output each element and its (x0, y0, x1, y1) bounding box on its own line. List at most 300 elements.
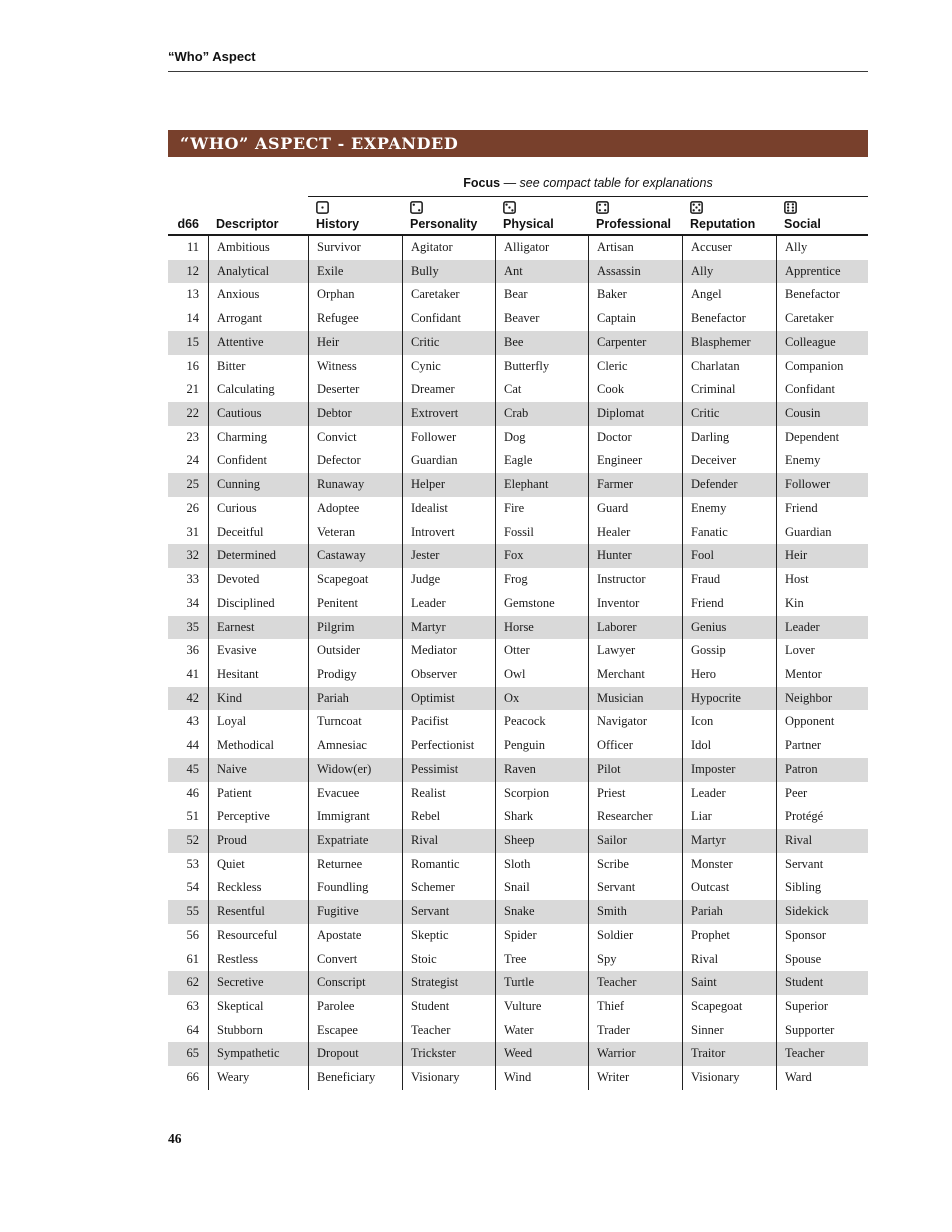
table-row (168, 568, 868, 592)
d66-cell: 55 (186, 904, 199, 919)
table-row (168, 924, 868, 948)
d66-cell: 15 (186, 334, 199, 349)
table-cell: Bear (495, 283, 588, 307)
table-cell: Witness (308, 355, 402, 379)
table-cell: Student (402, 995, 495, 1019)
table-cell: Methodical (208, 734, 308, 758)
d66-cell: 54 (186, 880, 199, 895)
table-cell: Kind (208, 687, 308, 711)
table-cell: Shark (495, 805, 588, 829)
table-cell: Bee (495, 331, 588, 355)
table-row (168, 497, 868, 521)
table-cell: Optimist (402, 687, 495, 711)
die-2-icon (410, 201, 495, 214)
table-cell: Thief (588, 995, 682, 1019)
table-cell: Quiet (208, 853, 308, 877)
table-cell: Fraud (682, 568, 776, 592)
table-cell: Deserter (308, 378, 402, 402)
table-cell: Darling (682, 426, 776, 450)
table-row (168, 900, 868, 924)
table-cell: Spouse (776, 948, 868, 972)
table-cell: Cunning (208, 473, 308, 497)
d66-cell: 12 (186, 263, 199, 278)
table-cell: Raven (495, 758, 588, 782)
table-cell: Elephant (495, 473, 588, 497)
table-cell: Prophet (682, 924, 776, 948)
table-cell: Leader (402, 592, 495, 616)
table-cell: Saint (682, 971, 776, 995)
table-cell: Assassin (588, 260, 682, 284)
table-row (168, 378, 868, 402)
table-cell: Pilot (588, 758, 682, 782)
table-cell: Follower (776, 473, 868, 497)
table-row (168, 592, 868, 616)
table-cell: Leader (682, 782, 776, 806)
table-cell: Scorpion (495, 782, 588, 806)
table-cell: Turncoat (308, 710, 402, 734)
column-header-label: Physical (503, 216, 554, 231)
table-cell: Caretaker (402, 283, 495, 307)
table-cell: Eagle (495, 449, 588, 473)
table-cell: Arrogant (208, 307, 308, 331)
table-cell: Outcast (682, 876, 776, 900)
table-cell: Attentive (208, 331, 308, 355)
table-cell: Castaway (308, 544, 402, 568)
focus-note: — see compact table for explanations (500, 176, 713, 190)
table-cell: Ally (682, 260, 776, 284)
table-cell: Snail (495, 876, 588, 900)
table-cell: Crab (495, 402, 588, 426)
column-header-label: Personality (410, 216, 478, 231)
d66-cell: 34 (186, 595, 199, 610)
table-cell: Scapegoat (308, 568, 402, 592)
table-cell: Observer (402, 663, 495, 687)
table-cell: Schemer (402, 876, 495, 900)
table-cell: Frog (495, 568, 588, 592)
table-cell: Extrovert (402, 402, 495, 426)
d66-cell: 42 (186, 690, 199, 705)
table-row (168, 710, 868, 734)
column-header-history (308, 197, 402, 234)
table-cell: Outsider (308, 639, 402, 663)
table-cell: Immigrant (308, 805, 402, 829)
table-cell: Adoptee (308, 497, 402, 521)
table-cell: Sympathetic (208, 1042, 308, 1066)
table-cell: Benefactor (682, 307, 776, 331)
table-cell: Fugitive (308, 900, 402, 924)
table-row (168, 426, 868, 450)
d66-cell: 62 (186, 975, 199, 990)
table-cell: Sloth (495, 853, 588, 877)
table-cell: Stoic (402, 948, 495, 972)
table-row (168, 663, 868, 687)
table-cell: Companion (776, 355, 868, 379)
table-cell: Priest (588, 782, 682, 806)
table-cell: Mediator (402, 639, 495, 663)
d66-cell: 51 (186, 809, 199, 824)
table-row (168, 236, 868, 260)
table-cell: Evacuee (308, 782, 402, 806)
d66-cell: 21 (186, 382, 199, 397)
table-cell: Student (776, 971, 868, 995)
table-cell: Gemstone (495, 592, 588, 616)
table-cell: Strategist (402, 971, 495, 995)
table-row (168, 260, 868, 284)
table-cell: Pariah (308, 687, 402, 711)
table-cell: Spy (588, 948, 682, 972)
table-cell: Hesitant (208, 663, 308, 687)
table-cell: Criminal (682, 378, 776, 402)
d66-cell: 36 (186, 643, 199, 658)
table-cell: Charming (208, 426, 308, 450)
table-cell: Apostate (308, 924, 402, 948)
table-cell: Deceitful (208, 521, 308, 545)
column-header-label: Social (784, 216, 821, 231)
column-header-label: Descriptor (216, 216, 279, 231)
table-cell: Visionary (682, 1066, 776, 1090)
table-cell: Dog (495, 426, 588, 450)
table-cell: Sibling (776, 876, 868, 900)
table-cell: Sheep (495, 829, 588, 853)
table-cell: Veteran (308, 521, 402, 545)
table-cell: Weed (495, 1042, 588, 1066)
table-row (168, 521, 868, 545)
table-cell: Expatriate (308, 829, 402, 853)
column-header-d66 (168, 197, 208, 234)
d66-cell: 23 (186, 429, 199, 444)
table-cell: Engineer (588, 449, 682, 473)
table-cell: Imposter (682, 758, 776, 782)
d66-cell: 24 (186, 453, 199, 468)
table-cell: Fox (495, 544, 588, 568)
table-column-headers (168, 197, 868, 236)
table-cell: Opponent (776, 710, 868, 734)
table-cell: Rebel (402, 805, 495, 829)
table-cell: Fossil (495, 521, 588, 545)
table-cell: Charlatan (682, 355, 776, 379)
table-cell: Lawyer (588, 639, 682, 663)
table-cell: Orphan (308, 283, 402, 307)
d66-cell: 63 (186, 999, 199, 1013)
table-cell: Musician (588, 687, 682, 711)
table-cell: Beaver (495, 307, 588, 331)
table-cell: Bitter (208, 355, 308, 379)
table-cell: Pacifist (402, 710, 495, 734)
table-cell: Perceptive (208, 805, 308, 829)
column-header-social (776, 197, 868, 234)
table-cell: Hero (682, 663, 776, 687)
d66-cell: 16 (186, 358, 199, 373)
table-cell: Patron (776, 758, 868, 782)
table-cell: Cynic (402, 355, 495, 379)
table-cell: Ant (495, 260, 588, 284)
table-cell: Reckless (208, 876, 308, 900)
table-cell: Bully (402, 260, 495, 284)
d66-table (168, 236, 868, 1090)
table-cell: Conscript (308, 971, 402, 995)
table-row (168, 473, 868, 497)
column-header-label: History (316, 216, 360, 231)
table-cell: Laborer (588, 616, 682, 640)
table-cell: Mentor (776, 663, 868, 687)
table-cell: Confidant (402, 307, 495, 331)
table-cell: Pilgrim (308, 616, 402, 640)
table-row (168, 331, 868, 355)
die-3-icon (503, 201, 588, 214)
table-cell: Colleague (776, 331, 868, 355)
table-cell: Guardian (776, 521, 868, 545)
d66-cell: 25 (186, 477, 199, 492)
table-cell: Scribe (588, 853, 682, 877)
table-cell: Tree (495, 948, 588, 972)
table-cell: Guard (588, 497, 682, 521)
d66-cell: 31 (186, 524, 199, 539)
table-cell: Smith (588, 900, 682, 924)
table-cell: Heir (776, 544, 868, 568)
table-cell: Ally (776, 236, 868, 260)
table-cell: Exile (308, 260, 402, 284)
d66-cell: 64 (186, 1022, 199, 1037)
table-cell: Widow(er) (308, 758, 402, 782)
table-cell: Cousin (776, 402, 868, 426)
table-cell: Ambitious (208, 236, 308, 260)
table-row (168, 449, 868, 473)
table-cell: Defector (308, 449, 402, 473)
table-row (168, 971, 868, 995)
table-cell: Benefactor (776, 283, 868, 307)
table-cell: Beneficiary (308, 1066, 402, 1090)
table-cell: Critic (402, 331, 495, 355)
table-cell: Follower (402, 426, 495, 450)
table-cell: Icon (682, 710, 776, 734)
table-cell: Escapee (308, 1019, 402, 1043)
table-cell: Peer (776, 782, 868, 806)
table-cell: Inventor (588, 592, 682, 616)
table-cell: Anxious (208, 283, 308, 307)
table-cell: Wind (495, 1066, 588, 1090)
table-cell: Parolee (308, 995, 402, 1019)
table-row (168, 687, 868, 711)
d66-cell: 56 (186, 927, 199, 942)
table-cell: Returnee (308, 853, 402, 877)
page-number: 46 (168, 1131, 182, 1146)
table-cell: Doctor (588, 426, 682, 450)
table-cell: Agitator (402, 236, 495, 260)
d66-cell: 11 (186, 240, 199, 254)
d66-cell: 41 (186, 666, 199, 681)
table-cell: Devoted (208, 568, 308, 592)
table-cell: Horse (495, 616, 588, 640)
table-cell: Survivor (308, 236, 402, 260)
table-cell: Hypocrite (682, 687, 776, 711)
table-cell: Apprentice (776, 260, 868, 284)
table-cell: Cleric (588, 355, 682, 379)
table-cell: Defender (682, 473, 776, 497)
table-cell: Turtle (495, 971, 588, 995)
table-cell: Alligator (495, 236, 588, 260)
table-row (168, 948, 868, 972)
table-row (168, 1019, 868, 1043)
table-cell: Martyr (402, 616, 495, 640)
table-cell: Baker (588, 283, 682, 307)
table-cell: Confident (208, 449, 308, 473)
section-title: “WHO” ASPECT - EXPANDED (180, 134, 459, 153)
table-cell: Host (776, 568, 868, 592)
table-cell: Blasphemer (682, 331, 776, 355)
table-cell: Artisan (588, 236, 682, 260)
table-cell: Proud (208, 829, 308, 853)
table-row (168, 616, 868, 640)
table-cell: Convert (308, 948, 402, 972)
table-cell: Fanatic (682, 521, 776, 545)
table-cell: Rival (682, 948, 776, 972)
table-cell: Fool (682, 544, 776, 568)
table-cell: Supporter (776, 1019, 868, 1043)
table-cell: Helper (402, 473, 495, 497)
table-cell: Warrior (588, 1042, 682, 1066)
table-cell: Dependent (776, 426, 868, 450)
table-cell: Soldier (588, 924, 682, 948)
table-cell: Runaway (308, 473, 402, 497)
table-row (168, 1066, 868, 1090)
table-cell: Angel (682, 283, 776, 307)
table-cell: Weary (208, 1066, 308, 1090)
table-cell: Refugee (308, 307, 402, 331)
table-cell: Confidant (776, 378, 868, 402)
table-cell: Sidekick (776, 900, 868, 924)
focus-column-group-header (308, 176, 868, 197)
table-cell: Deceiver (682, 449, 776, 473)
table-row (168, 639, 868, 663)
table-cell: Foundling (308, 876, 402, 900)
d66-cell: 22 (186, 406, 199, 421)
column-header-label: d66 (177, 216, 199, 231)
table-cell: Cat (495, 378, 588, 402)
table-cell: Convict (308, 426, 402, 450)
table-cell: Realist (402, 782, 495, 806)
table-cell: Sinner (682, 1019, 776, 1043)
table-cell: Monster (682, 853, 776, 877)
d66-cell: 65 (186, 1046, 199, 1061)
table-cell: Pessimist (402, 758, 495, 782)
table-row (168, 544, 868, 568)
table-cell: Servant (588, 876, 682, 900)
table-cell: Cook (588, 378, 682, 402)
table-cell: Spider (495, 924, 588, 948)
table-cell: Prodigy (308, 663, 402, 687)
column-header-personality (402, 197, 495, 234)
table-cell: Earnest (208, 616, 308, 640)
table-cell: Skeptic (402, 924, 495, 948)
table-cell: Secretive (208, 971, 308, 995)
column-header-reputation (682, 197, 776, 234)
table-cell: Idealist (402, 497, 495, 521)
table-cell: Dreamer (402, 378, 495, 402)
table-row (168, 995, 868, 1019)
table-cell: Introvert (402, 521, 495, 545)
table-row (168, 829, 868, 853)
d66-cell: 53 (186, 856, 199, 871)
table-cell: Superior (776, 995, 868, 1019)
table-cell: Ox (495, 687, 588, 711)
table-cell: Enemy (682, 497, 776, 521)
table-cell: Servant (402, 900, 495, 924)
die-6-icon (784, 201, 868, 214)
column-header-label: Professional (596, 216, 672, 231)
table-cell: Sponsor (776, 924, 868, 948)
table-cell: Debtor (308, 402, 402, 426)
table-cell: Dropout (308, 1042, 402, 1066)
table-cell: Restless (208, 948, 308, 972)
table-cell: Traitor (682, 1042, 776, 1066)
table-cell: Neighbor (776, 687, 868, 711)
table-cell: Visionary (402, 1066, 495, 1090)
table-cell: Servant (776, 853, 868, 877)
table-cell: Penitent (308, 592, 402, 616)
d66-cell: 44 (186, 738, 199, 753)
table-cell: Judge (402, 568, 495, 592)
table-cell: Diplomat (588, 402, 682, 426)
table-row (168, 355, 868, 379)
focus-label: Focus (463, 176, 501, 190)
running-header-rule (168, 71, 868, 72)
table-cell: Navigator (588, 710, 682, 734)
column-header-professional (588, 197, 682, 234)
table-cell: Cautious (208, 402, 308, 426)
d66-cell: 61 (186, 951, 199, 966)
table-cell: Resourceful (208, 924, 308, 948)
d66-cell: 13 (186, 287, 199, 302)
d66-cell: 52 (186, 832, 199, 847)
table-cell: Liar (682, 805, 776, 829)
table-cell: Owl (495, 663, 588, 687)
table-cell: Teacher (776, 1042, 868, 1066)
table-row (168, 782, 868, 806)
table-cell: Instructor (588, 568, 682, 592)
table-cell: Merchant (588, 663, 682, 687)
table-row (168, 758, 868, 782)
table-cell: Gossip (682, 639, 776, 663)
table-cell: Snake (495, 900, 588, 924)
table-cell: Calculating (208, 378, 308, 402)
table-cell: Critic (682, 402, 776, 426)
die-1-icon (316, 201, 402, 214)
table-cell: Naive (208, 758, 308, 782)
table-cell: Stubborn (208, 1019, 308, 1043)
table-cell: Pariah (682, 900, 776, 924)
d66-cell: 33 (186, 572, 199, 587)
table-cell: Leader (776, 616, 868, 640)
column-header-descriptor (208, 197, 308, 234)
table-cell: Heir (308, 331, 402, 355)
table-row (168, 402, 868, 426)
table-cell: Vulture (495, 995, 588, 1019)
d66-cell: 43 (186, 714, 199, 729)
table-cell: Patient (208, 782, 308, 806)
table-cell: Friend (682, 592, 776, 616)
table-cell: Partner (776, 734, 868, 758)
table-row (168, 307, 868, 331)
d66-cell: 35 (186, 619, 199, 634)
table-cell: Trickster (402, 1042, 495, 1066)
d66-cell: 14 (186, 311, 199, 326)
table-cell: Rival (776, 829, 868, 853)
table-cell: Rival (402, 829, 495, 853)
table-cell: Sailor (588, 829, 682, 853)
table-cell: Loyal (208, 710, 308, 734)
table-cell: Peacock (495, 710, 588, 734)
table-cell: Skeptical (208, 995, 308, 1019)
